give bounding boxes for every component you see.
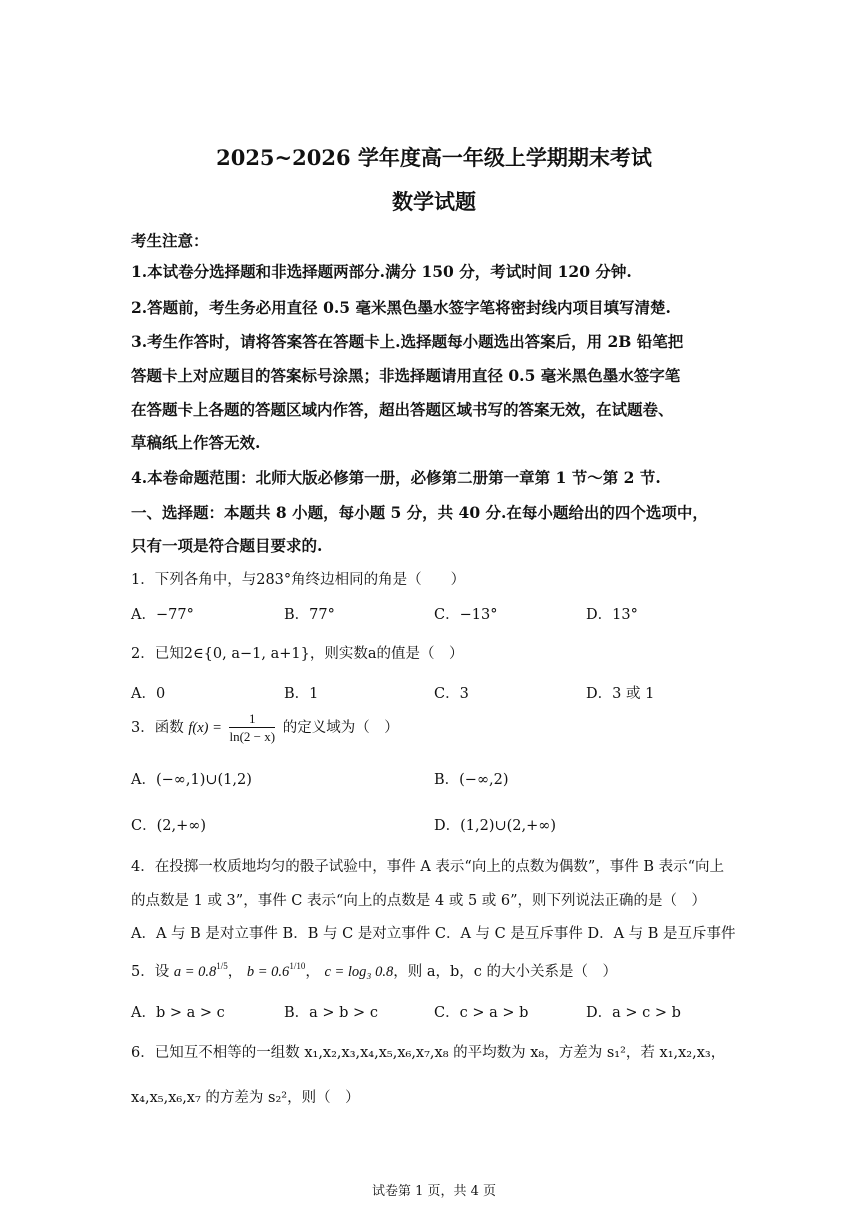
question-1-option-b: B．77° <box>284 607 335 623</box>
question-1-option-d: D．13° <box>586 607 638 623</box>
question-2-option-d: D．3 或 1 <box>586 686 655 702</box>
question-5-option-d: D．a > c > b <box>586 1005 681 1021</box>
question-4-line-2: 的点数是 1 或 3”，事件 C 表示“向上的点数是 4 或 5 或 6”，则下列说法正确的是（ ） <box>131 893 707 909</box>
question-3-function: f(x) = <box>188 720 222 736</box>
question-5-option-c: C．c > a > b <box>434 1005 529 1021</box>
question-4-options: A．A 与 B 是对立事件 B．B 与 C 是对立事件 C．A 与 C 是互斥事件 D．A 与 B 是互斥事件 <box>131 926 736 942</box>
notice-line-3c: 在答题卡上各题的答题区域内作答，超出答题区域书写的答案无效，在试题卷、 <box>131 400 674 419</box>
question-5-a-base: a = 0.8 <box>173 964 217 980</box>
exam-title: 2025~2026 学年度高一年级上学期期末考试 <box>216 145 652 170</box>
question-2-option-b: B．1 <box>284 686 319 702</box>
question-3-option-a: A．(−∞,1)∪(1,2) <box>131 772 252 788</box>
question-3-suffix: 的定义域为（ ） <box>282 720 399 736</box>
question-1-stem: 1．下列各角中，与283°角终边相同的角是（ ） <box>131 572 466 588</box>
notice-line-1: 1.本试卷分选择题和非选择题两部分.满分 150 分，考试时间 120 分钟. <box>131 262 632 281</box>
section-heading-line-2: 只有一项是符合题目要求的. <box>131 536 323 555</box>
question-4-line-1: 4．在投掷一枚质地均匀的骰子试验中，事件 A 表示“向上的点数为偶数”，事件 B 表示“向上 <box>131 859 725 875</box>
question-5-a-exponent: 1/5 <box>216 961 228 971</box>
question-5-option-b: B．a > b > c <box>284 1005 378 1021</box>
question-2-option-a: A．0 <box>131 686 166 702</box>
question-3-stem <box>131 711 399 745</box>
question-3-option-b: B．(−∞,2) <box>434 772 509 788</box>
question-3-prefix: 3．函数 <box>131 720 184 736</box>
question-1-option-c: C．−13° <box>434 607 498 623</box>
question-3-fraction <box>229 711 275 745</box>
question-2-option-c: C．3 <box>434 686 469 702</box>
question-3-denominator: ln(2 − x) <box>229 729 276 744</box>
question-1-option-a: A．−77° <box>131 607 194 623</box>
notice-line-3a: 3.考生作答时，请将答案答在答题卡上.选择题每小题选出答案后，用 2B 铅笔把 <box>131 332 684 351</box>
question-6-line-2: x₄,x₅,x₆,x₇ 的方差为 s₂²，则（ ） <box>131 1090 360 1106</box>
question-2-stem: 2．已知2∈{0, a−1, a+1}，则实数a的值是（ ） <box>131 646 464 662</box>
question-5-b-exponent: 1/10 <box>289 961 306 971</box>
page-footer: 试卷第 1 页，共 4 页 <box>371 1184 497 1199</box>
question-5-stem: 5．设 $a = 0.8^{1/5}$， $b = 0.6^{1/10}$， c = log₃ 0.8，则 a，b，c 的大小关系是（ ） <box>131 961 617 980</box>
question-5-option-a: A．b > a > c <box>131 1005 225 1021</box>
question-5-prefix: 5．设 <box>131 964 170 980</box>
notice-line-2: 2.答题前，考生务必用直径 0.5 毫米黑色墨水签字笔将密封线内项目填写清楚. <box>131 298 671 317</box>
question-3-option-d: D．(1,2)∪(2,+∞) <box>434 818 557 834</box>
question-5-suffix: ，则 a，b，c 的大小关系是（ ） <box>393 964 617 980</box>
question-3-numerator: 1 <box>229 711 275 728</box>
notice-line-4: 4.本卷命题范围：北师大版必修第一册，必修第二册第一章第 1 节～第 2 节. <box>131 468 661 487</box>
notice-line-3d: 草稿纸上作答无效. <box>131 433 261 452</box>
question-3-option-c: C．(2,+∞) <box>131 818 206 834</box>
notice-heading: 考生注意： <box>131 231 209 250</box>
question-6-line-1: 6．已知互不相等的一组数 x₁,x₂,x₃,x₄,x₅,x₆,x₇,x₈ 的平均数为 x₈，方差为 s₁²，若 x₁,x₂,x₃， <box>131 1045 726 1061</box>
notice-line-3b: 答题卡上对应题目的答案标号涂黑；非选择题请用直径 0.5 毫米黑色墨水签字笔 <box>131 366 681 385</box>
section-heading-line-1: 一、选择题：本题共 8 小题，每小题 5 分，共 40 分.在每小题给出的四个选项中， <box>131 503 708 522</box>
question-5-b-base: b = 0.6 <box>246 964 290 980</box>
exam-subtitle: 数学试题 <box>392 189 476 214</box>
question-5-c-expr: c = log₃ 0.8 <box>324 964 394 980</box>
